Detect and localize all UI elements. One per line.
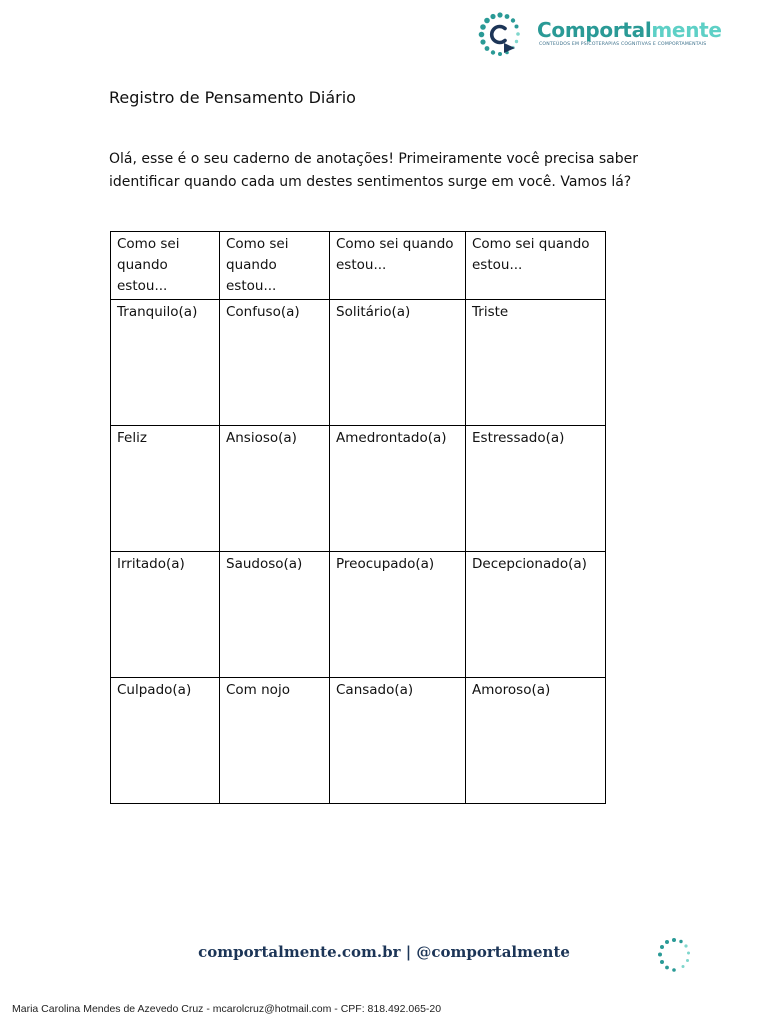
table-header-cell: Como sei quando estou...: [111, 232, 220, 300]
feeling-cell[interactable]: Feliz: [111, 426, 220, 552]
table-header-row: [111, 232, 606, 300]
table-header-cell: Como sei quando estou...: [220, 232, 330, 300]
feelings-table: [110, 231, 606, 804]
feeling-cell[interactable]: Saudoso(a): [220, 552, 330, 678]
brand-wordmark-part1: Comportal: [537, 18, 652, 42]
brand-logo: [474, 10, 724, 60]
feeling-cell[interactable]: Cansado(a): [330, 678, 466, 804]
intro-paragraph: Olá, esse é o seu caderno de anotações! Primeiramente você precisa saber identificar quando cada um destes sentimentos surge em você. Vamos lá?: [109, 151, 638, 190]
brand-tagline: CONTEÚDOS EM PSICOTERAPIAS COGNITIVAS E COMPORTAMENTAIS: [539, 42, 707, 47]
brand-wordmark-part2: mente: [651, 18, 722, 42]
feeling-cell[interactable]: Confuso(a): [220, 300, 330, 426]
table-header-cell: Como sei quando estou...: [330, 232, 466, 300]
feeling-cell[interactable]: Irritado(a): [111, 552, 220, 678]
dotted-circle-icon: [656, 937, 692, 973]
feeling-cell[interactable]: Culpado(a): [111, 678, 220, 804]
feeling-cell[interactable]: Triste: [466, 300, 606, 426]
feeling-cell[interactable]: Amoroso(a): [466, 678, 606, 804]
feeling-cell[interactable]: Ansioso(a): [220, 426, 330, 552]
feeling-cell[interactable]: Solitário(a): [330, 300, 466, 426]
feeling-cell[interactable]: Tranquilo(a): [111, 300, 220, 426]
feeling-cell[interactable]: Preocupado(a): [330, 552, 466, 678]
table-row: [111, 426, 606, 552]
feeling-cell[interactable]: Estressado(a): [466, 426, 606, 552]
brand-wordmark: [537, 18, 722, 42]
page-title: Registro de Pensamento Diário: [109, 88, 356, 107]
footer-links[interactable]: comportalmente.com.br | @comportalmente: [198, 943, 570, 961]
table-row: [111, 552, 606, 678]
feeling-cell[interactable]: Decepcionado(a): [466, 552, 606, 678]
document-watermark: Maria Carolina Mendes de Azevedo Cruz - mcarolcruz@hotmail.com - CPF: 818.492.065-20: [12, 1003, 442, 1015]
table-row: [111, 300, 606, 426]
table-header-cell: Como sei quando estou...: [466, 232, 606, 300]
feeling-cell[interactable]: Com nojo: [220, 678, 330, 804]
dotted-circle-c-icon: [474, 10, 526, 60]
feeling-cell[interactable]: Amedrontado(a): [330, 426, 466, 552]
table-row: [111, 678, 606, 804]
